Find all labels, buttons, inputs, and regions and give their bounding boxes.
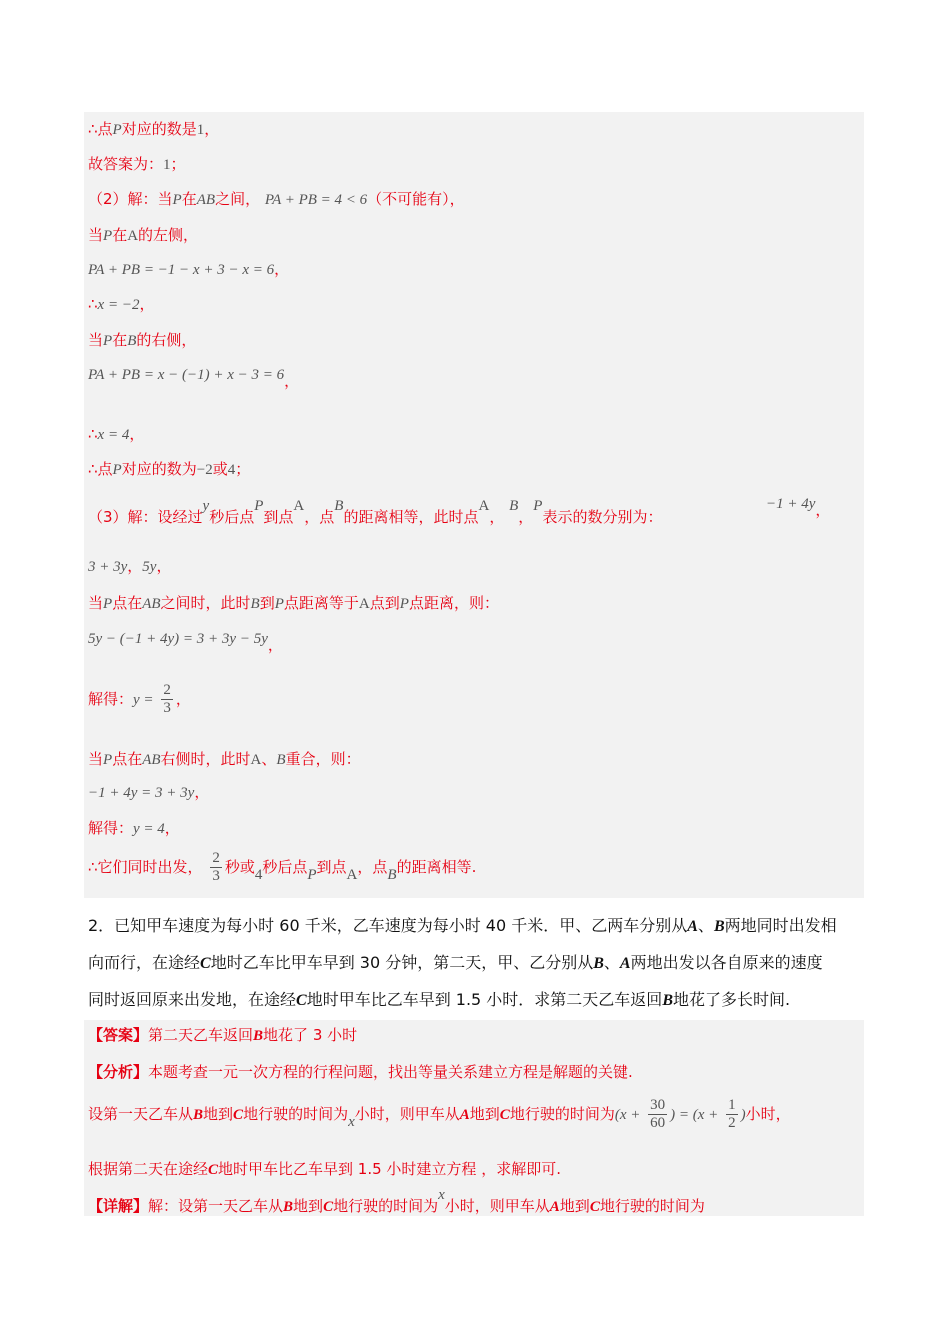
text-span: ) <box>740 1107 746 1123</box>
text-span: ∴ <box>88 425 98 443</box>
text-span: ∴ <box>88 295 98 313</box>
sol1-line-15 <box>88 682 191 717</box>
text-span: P <box>399 596 409 612</box>
text-span: AB <box>142 752 161 768</box>
text-span: ； <box>170 155 186 173</box>
text-span: 2 <box>163 682 171 698</box>
text-span: 地时甲车比乙车早到 1.5 小时．求第二天乙车返回 <box>306 990 663 1009</box>
text-span: ， <box>274 260 290 278</box>
fraction-thirty-sixtieths <box>648 1097 667 1132</box>
text-span: 的距离相等，此时点 <box>343 508 479 526</box>
analysis-tag: 【分析】 <box>88 1063 149 1081</box>
text-span: ， <box>489 508 505 526</box>
text-span: ，点 <box>357 858 388 876</box>
sol1-line-1 <box>88 118 219 139</box>
text-span: ， <box>204 120 220 138</box>
text-span: 、 <box>603 953 620 972</box>
text-span: 地到 <box>469 1105 500 1123</box>
text-span: y <box>202 498 210 514</box>
sol2-setup <box>88 1097 791 1132</box>
text-span: −2 <box>196 462 213 478</box>
text-span: B <box>276 752 286 768</box>
fraction-two-thirds <box>161 682 173 717</box>
text-span: ， <box>815 501 831 519</box>
text-span: 地时甲车比乙车早到 1.5 小时建立方程 ，求解即可. <box>218 1160 561 1178</box>
text-span: B <box>127 333 137 349</box>
text-span: 地花了 3 小时 <box>263 1026 358 1044</box>
text-span: （不可能有）， <box>367 190 465 208</box>
text-span: x = −2 <box>97 297 140 313</box>
text-span: 60 <box>650 1115 666 1131</box>
text-span: 秒后点 <box>209 508 255 526</box>
text-span: 小时，则甲车从 <box>354 1105 460 1123</box>
text-span: 表示的数分别为： <box>542 508 663 526</box>
text-span: 两地同时出发相 <box>724 916 837 935</box>
text-span: 地行驶的时间为 <box>509 1105 615 1123</box>
text-span: C <box>589 1199 600 1215</box>
text-span: 2 <box>728 1115 736 1131</box>
text-span: P <box>112 122 122 138</box>
text-span: 点距离等于 <box>283 594 359 612</box>
text-span: 或 <box>212 460 228 478</box>
text-span: A <box>549 1199 560 1215</box>
text-span: A <box>478 498 490 514</box>
text-span: 地行驶的时间为 <box>599 1197 705 1215</box>
text-span: C <box>233 1107 244 1123</box>
text-span: C <box>200 955 211 972</box>
text-span: （3）解：设经过 <box>88 508 203 526</box>
text-span: 到点 <box>263 508 294 526</box>
text-span: 在 <box>181 190 197 208</box>
sol1-line-19 <box>88 850 476 885</box>
sol1-line-11 <box>88 498 663 527</box>
text-span: y = <box>133 692 154 708</box>
text-span: 到 <box>259 594 275 612</box>
sol1-line-14 <box>88 627 283 654</box>
text-span: P <box>254 498 264 514</box>
text-span: P <box>172 192 182 208</box>
text-span: 在 <box>112 331 128 349</box>
sol1-line-10 <box>88 458 250 479</box>
text-span: 的右侧， <box>136 331 197 349</box>
problem2-line-2 <box>88 950 823 973</box>
text-span: 秒或 <box>224 858 255 876</box>
text-span: x <box>348 1114 355 1130</box>
text-span: 5y − (−1 + 4y) = 3 + 3y − 5y <box>88 631 268 647</box>
text-span: ， <box>129 425 145 443</box>
text-span: B <box>250 596 260 612</box>
text-span: P <box>307 867 317 883</box>
text-span: 地到 <box>203 1105 234 1123</box>
text-span: −1 + 4y <box>766 496 816 512</box>
text-span: C <box>499 1107 510 1123</box>
text-span: 1 <box>163 157 171 173</box>
sol1-line-13 <box>88 592 499 613</box>
text-span: A <box>293 498 305 514</box>
text-span: 地时乙车比甲车早到 30 分钟，第二天，甲、乙分别从 <box>210 953 594 972</box>
text-span: ， <box>267 636 283 654</box>
text-span: 点距离，则： <box>408 594 499 612</box>
text-span: C <box>296 992 307 1009</box>
detail-tag: 【详解】 <box>88 1197 149 1215</box>
text-span: ) = (x + <box>670 1107 719 1123</box>
sol2-analysis <box>88 1061 633 1082</box>
text-span: 小时， <box>745 1105 791 1123</box>
text-span: (x + <box>614 1107 641 1123</box>
text-span: 的距离相等. <box>396 858 477 876</box>
text-span: 故答案为： <box>88 155 164 173</box>
text-span: 地到 <box>293 1197 324 1215</box>
text-span: 对应的数是 <box>121 120 197 138</box>
sol1-line-3 <box>88 188 465 209</box>
text-span: x <box>438 1187 445 1203</box>
sol1-line-2 <box>88 153 186 174</box>
text-span: ， <box>194 783 210 801</box>
text-span: 5y <box>142 559 157 575</box>
text-span: 重合，则： <box>285 750 361 768</box>
text-span: 到点 <box>316 858 347 876</box>
text-span: C <box>208 1162 219 1178</box>
sol1-line-12 <box>88 555 171 576</box>
text-span: 秒后点 <box>262 858 308 876</box>
text-span: 点在 <box>112 594 143 612</box>
sol1-line-4 <box>88 224 198 245</box>
text-span: 两地出发以各自原来的速度 <box>630 953 823 972</box>
sol1-line-17 <box>88 781 209 802</box>
text-span: 3 <box>163 700 171 716</box>
sol2-basis <box>88 1158 561 1179</box>
text-span: 当 <box>88 750 104 768</box>
text-span: 1 <box>196 122 205 138</box>
text-span: 小时，则甲车从 <box>444 1197 550 1215</box>
text-span: 4 <box>227 462 236 478</box>
text-span: B <box>387 867 397 883</box>
text-span: 第二天乙车返回 <box>148 1026 254 1044</box>
text-span: ∴点 <box>88 460 113 478</box>
text-span: A <box>358 596 370 612</box>
text-span: P <box>103 596 113 612</box>
text-span: A <box>459 1107 470 1123</box>
fraction-one-half <box>726 1097 738 1132</box>
problem2-line-1 <box>88 913 837 936</box>
text-span: AB <box>196 192 216 208</box>
text-span: 2．已知甲车速度为每小时 60 千米，乙车速度为每小时 40 千米．甲、乙两车分别从 <box>88 916 688 935</box>
text-span: 在 <box>112 226 128 244</box>
text-span: 地到 <box>559 1197 590 1215</box>
text-span: P <box>112 462 122 478</box>
text-span: 向而行，在途经 <box>88 953 201 972</box>
text-span: B <box>334 498 344 514</box>
text-span: 2 <box>212 850 220 866</box>
text-span: 根据第二天在途经 <box>88 1160 209 1178</box>
text-span: 当 <box>88 594 104 612</box>
text-span: ， <box>284 372 300 390</box>
text-span: B <box>593 955 604 972</box>
text-span: AB <box>142 596 161 612</box>
text-span: 本题考查一元一次方程的行程问题，找出等量关系建立方程是解题的关键. <box>148 1063 633 1081</box>
text-span: 之间时，此时 <box>160 594 251 612</box>
text-span: 解得： <box>88 690 134 708</box>
text-span: 3 <box>212 868 220 884</box>
text-span: A <box>346 867 358 883</box>
sol2-detail <box>88 1187 705 1216</box>
text-span: A <box>687 918 698 935</box>
sol1-line-6 <box>88 293 154 314</box>
text-span: 、 <box>261 750 277 768</box>
text-span: ， <box>139 295 155 313</box>
text-span: 同时返回原来出发地，在途经 <box>88 990 297 1009</box>
sol1-line-7 <box>88 329 196 350</box>
text-span: B <box>253 1028 264 1044</box>
text-span: B <box>662 992 673 1009</box>
text-span: ， <box>127 557 143 575</box>
text-span: 点在 <box>112 750 143 768</box>
text-span: 之间， <box>215 190 261 208</box>
text-span: 对应的数为 <box>121 460 197 478</box>
text-span: 地花了多长时间. <box>672 990 791 1009</box>
sol1-line-16 <box>88 748 361 769</box>
text-span: 右侧时，此时 <box>160 750 251 768</box>
text-span: ， <box>518 508 534 526</box>
text-span: P <box>103 228 113 244</box>
text-span: 的左侧， <box>138 226 199 244</box>
text-span: 当 <box>88 331 104 349</box>
text-span: ， <box>164 819 180 837</box>
text-span: 地行驶的时间为 <box>333 1197 439 1215</box>
text-span: ； <box>235 460 251 478</box>
text-span: A <box>619 955 631 972</box>
text-span: PA + PB = −1 − x + 3 − x = 6 <box>88 262 275 278</box>
text-span: B <box>713 918 725 935</box>
text-span: 、 <box>697 916 714 935</box>
sol1-line-5 <box>88 258 289 279</box>
text-span: −1 + 4y = 3 + 3y <box>88 785 195 801</box>
sol1-line-18 <box>88 817 180 838</box>
text-span: PA + PB = x − (−1) + x − 3 = 6 <box>88 367 285 383</box>
fraction-two-thirds-final <box>210 850 222 885</box>
text-span: 30 <box>650 1097 666 1113</box>
text-span: ∴点 <box>88 120 113 138</box>
text-span: y = 4 <box>133 821 165 837</box>
text-span: x = 4 <box>97 427 130 443</box>
answer-tag: 【答案】 <box>88 1026 149 1044</box>
text-span: ， <box>175 690 191 708</box>
text-span: 地行驶的时间为 <box>243 1105 349 1123</box>
text-span: 解：设第一天乙车从 <box>148 1197 284 1215</box>
sol1-line-8 <box>88 363 300 390</box>
text-span: 解得： <box>88 819 134 837</box>
text-span: C <box>323 1199 334 1215</box>
sol1-line-11-expr <box>766 492 831 519</box>
text-span: （2）解：当 <box>88 190 173 208</box>
text-span: P <box>274 596 284 612</box>
problem2-line-3 <box>88 987 790 1010</box>
text-span: P <box>103 333 113 349</box>
text-span: 1 <box>728 1097 736 1113</box>
text-span: P <box>533 498 543 514</box>
text-span: PA + PB = 4 < 6 <box>264 192 368 208</box>
text-span: 点到 <box>369 594 400 612</box>
sol2-answer <box>88 1024 357 1045</box>
text-span: ∴它们同时出发， <box>88 858 203 876</box>
text-span: P <box>103 752 113 768</box>
sol1-line-9 <box>88 423 144 444</box>
text-span: B <box>283 1199 294 1215</box>
text-span: B <box>509 498 519 514</box>
text-span: 设第一天乙车从 <box>88 1105 194 1123</box>
text-span: 当 <box>88 226 104 244</box>
text-span: A <box>250 752 262 768</box>
text-span: B <box>193 1107 204 1123</box>
text-span: A <box>127 228 139 244</box>
text-span: ，点 <box>304 508 335 526</box>
text-span: 3 + 3y <box>88 559 128 575</box>
text-span: ， <box>156 557 172 575</box>
text-span: 4 <box>254 867 263 883</box>
